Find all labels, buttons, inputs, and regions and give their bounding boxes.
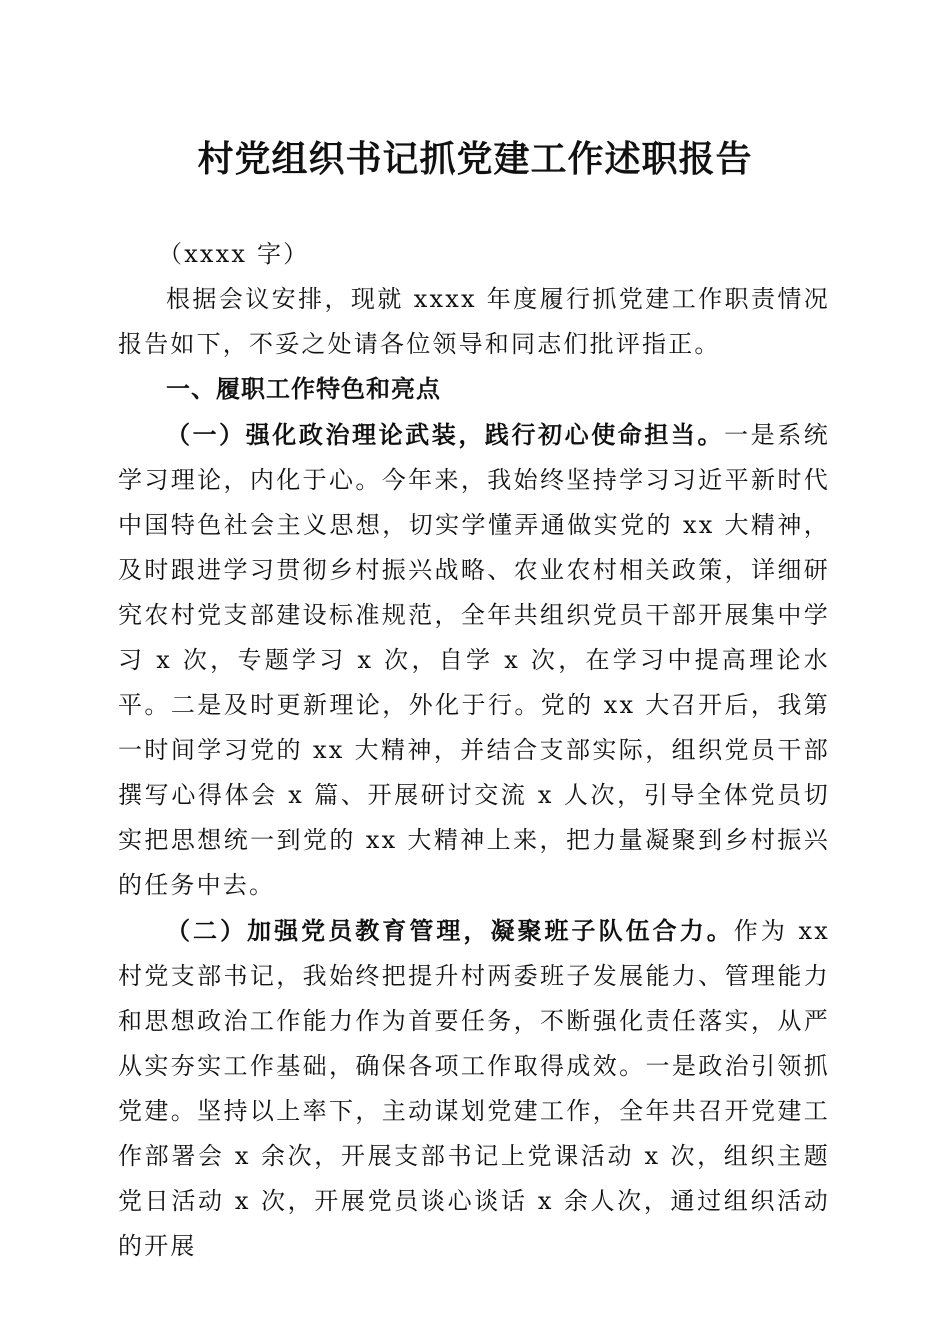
section-heading: [118, 367, 830, 412]
section-1-heading: 一、履职工作特色和亮点: [166, 375, 441, 403]
intro-paragraph: 根据会议安排，现就 xxxx 年度履行抓党建工作职责情况报告如下，不妥之处请各位领导和同志们批评指正。: [118, 285, 830, 358]
paragraph: [118, 412, 830, 908]
document-body: [118, 232, 830, 1269]
page-title: 村党组织书记抓党建工作述职报告: [197, 139, 753, 180]
word-count-note: （xxxx 字）: [158, 240, 310, 268]
subsection-2-body: 作为 xx 村党支部书记，我始终把提升村两委班子发展能力、管理能力和思想政治工作能力作为首要任务，不断强化责任落实，从严从实夯实工作基础，确保各项工作取得成效。一是政治引领抓党建。坚持以上率下，主动谋划党建工作，全年共召开党建工作部署会 x 余次，开展支部书记上党课活动 x 次，组织主题党日活动 x 次，开展党员谈心谈话 x 余人次，通过组织活动的开展: [118, 917, 830, 1260]
subsection-1-heading: （一）强化政治理论武装，践行初心使命担当。: [166, 420, 725, 449]
subsection-2-heading: （二）加强党员教育管理，凝聚班子队伍合力。: [166, 916, 734, 945]
paragraph: [118, 908, 830, 1269]
subsection-1-body: 一是系统学习理论，内化于心。今年来，我始终坚持学习习近平新时代中国特色社会主义思想，切实学懂弄通做实党的 xx 大精神，及时跟进学习贯彻乡村振兴战略、农业农村相关政策，详细研究农村党支部建设标准规范，全年共组织党员干部开展集中学习 x 次，专题学习 x 次，自学 x 次，在学习中提高理论水平。二是及时更新理论，外化于行。党的 xx 大召开后，我第一时间学习党的 xx 大精神，并结合支部实际，组织党员干部撰写心得体会 x 篇、开展研讨交流 x 人次，引导全体党员切实把思想统一到党的 xx 大精神上来，把力量凝聚到乡村振兴的任务中去。: [118, 421, 830, 899]
